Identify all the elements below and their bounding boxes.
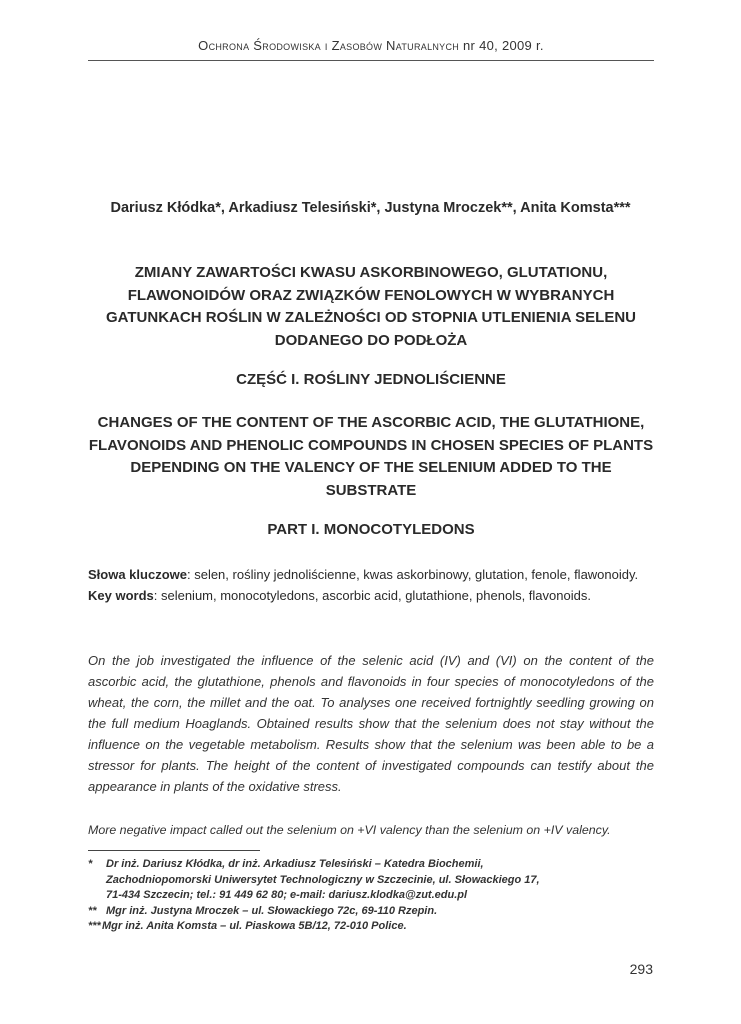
author-list: Dariusz Kłódka*, Arkadiusz Telesiński*, Justyna Mroczek**, Anita Komsta***: [110, 200, 631, 216]
part-heading-english: PART I. MONOCOTYLEDONS: [267, 521, 475, 538]
footnote-line: Dr inż. Dariusz Kłódka, dr inż. Arkadiusz Telesiński – Katedra Biochemii,: [106, 858, 484, 870]
abstract-paragraph: On the job investigated the influence of the selenic acid (IV) and (VI) on the content of the ascorbic acid, the glutathione, phenols and flavonoids in four species of monocotyledons of the wheat, the corn, the millet and the oat. To analyses one received fortnightly seedling growing on the full medium Hoaglands. Obtained results show that the selenium does not stay without the influence on the vegetable metabolism. Results show that the selenium was been able to be a stressor for plants. The height of the content of investigated compounds can testify about the appearance in plants of the oxidative stress.: [88, 653, 654, 794]
footnote-line: Zachodniopomorski Uniwersytet Technologiczny w Szczecinie, ul. Słowackiego 17,: [106, 873, 540, 886]
footnote-line: Mgr inż. Justyna Mroczek – ul. Słowackiego 72c, 69-110 Rzepin.: [106, 904, 438, 917]
keywords-polish-label: Słowa kluczowe: [88, 567, 187, 582]
footnote-line: Mgr inż. Anita Komsta – ul. Piaskowa 5B/12, 72-010 Police.: [102, 920, 407, 932]
footnote-text: [102, 904, 437, 920]
footnote-item: [88, 904, 654, 920]
keywords-polish: [88, 564, 654, 585]
footnote-divider: [88, 850, 260, 851]
keywords-english-text: : selenium, monocotyledons, ascorbic acid, glutathione, phenols, flavonoids.: [153, 588, 591, 603]
title-english: CHANGES OF THE CONTENT OF THE ASCORBIC ACID, THE GLUTATHIONE, FLAVONOIDS AND PHENOLIC COMPOUNDS IN CHOSEN SPECIES OF PLANTS DEPENDING ON THE VALENCY OF THE SELENIUM ADDED TO THE SUBSTRATE: [88, 414, 654, 499]
footnote-line: 71-434 Szczecin; tel.: 91 449 62 80; e-mail: dariusz.klodka@zut.edu.pl: [106, 889, 468, 901]
footnote-item: [88, 857, 654, 904]
page-number: 293: [629, 961, 653, 977]
keywords-block: [88, 564, 654, 606]
keywords-english-label: Key words: [88, 588, 154, 603]
journal-issue: nr 40, 2009 r.: [463, 38, 544, 53]
title-polish: ZMIANY ZAWARTOŚCI KWASU ASKORBINOWEGO, GLUTATIONU, FLAWONOIDÓW ORAZ ZWIĄZKÓW FENOLOWYCH W WYBRANYCH GATUNKACH ROŚLIN W ZALEŻNOŚCI OD STOPNIA UTLENIENIA SELENU DODANEGO DO PODŁOŻA: [105, 264, 636, 349]
footnotes: [88, 857, 654, 935]
journal-name: Ochrona Środowiska i Zasobów Naturalnych: [198, 38, 460, 53]
keywords-polish-text: : selen, rośliny jednoliścienne, kwas askorbinowy, glutation, fenole, flawonoidy.: [186, 567, 639, 582]
footnote-text: [102, 919, 407, 935]
header-divider: [88, 60, 654, 61]
footnote-mark: **: [88, 904, 97, 917]
footnote-text: [102, 857, 540, 904]
abstract-conclusion: More negative impact called out the selenium on +VI valency than the selenium on +IV valency.: [88, 823, 611, 837]
footnote-mark: ***: [88, 920, 101, 932]
running-header: [88, 38, 654, 53]
footnote-item: [88, 919, 654, 935]
keywords-english: [88, 585, 654, 606]
part-heading-polish: CZĘŚĆ I. ROŚLINY JEDNOLIŚCIENNE: [236, 371, 506, 388]
footnote-mark: *: [88, 858, 93, 870]
